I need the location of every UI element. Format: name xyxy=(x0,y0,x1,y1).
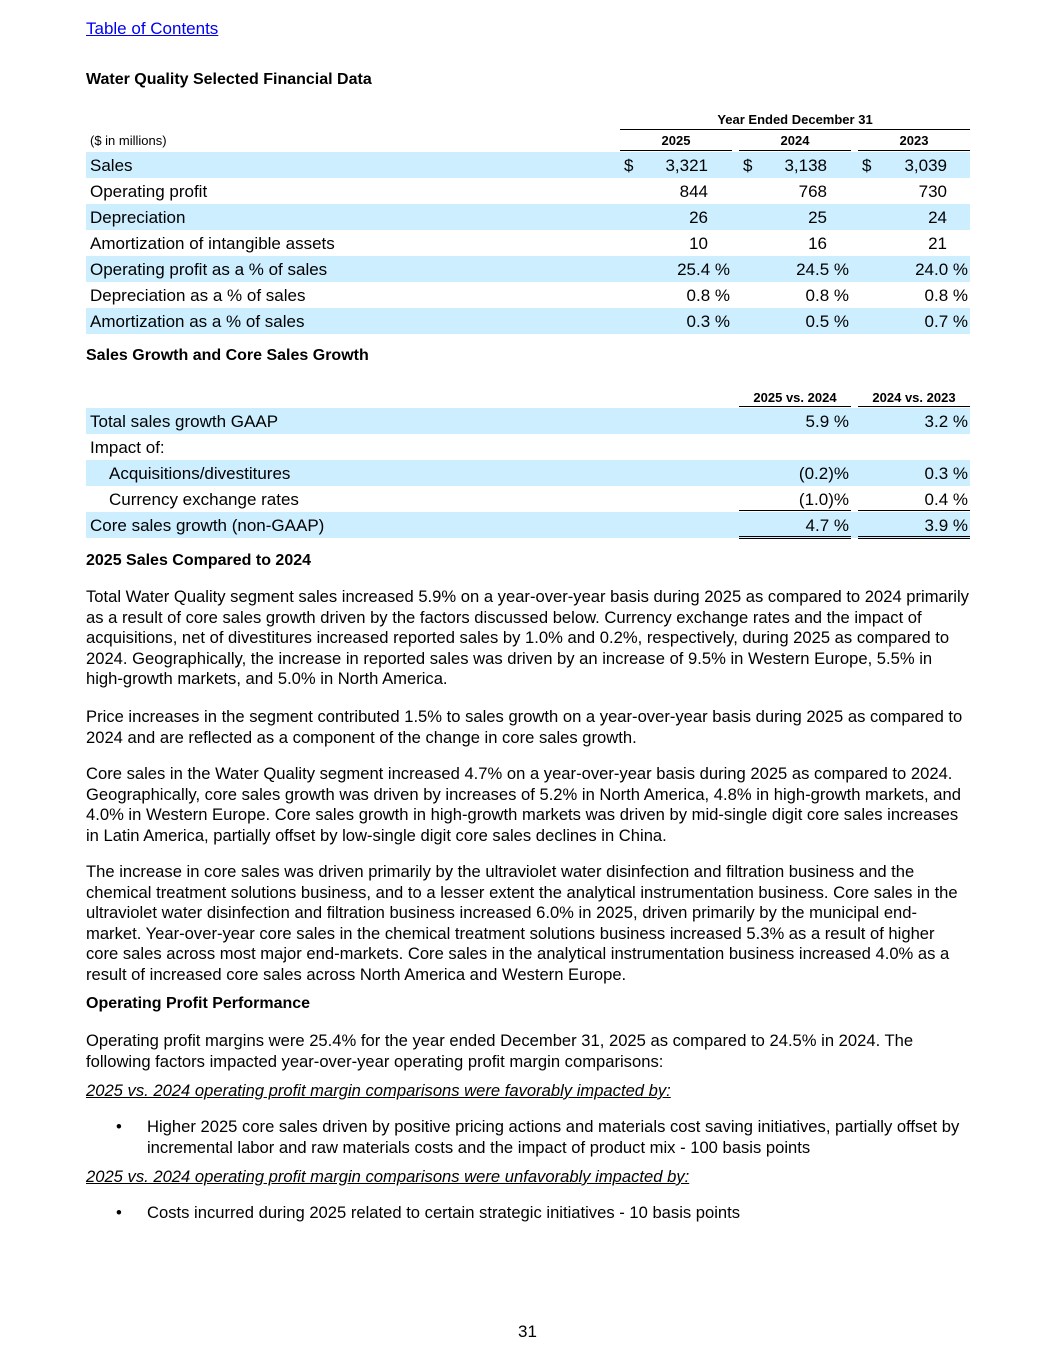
value-cell: 26 xyxy=(689,208,708,227)
value-cell: 3.9 % xyxy=(924,516,968,535)
value-cell: (1.0)% xyxy=(798,490,849,509)
value-cell: 0.5 % xyxy=(805,312,849,331)
col-header-2024: 2024 xyxy=(780,133,810,148)
value-cell: 768 xyxy=(798,182,827,201)
row-label: Depreciation xyxy=(90,208,186,227)
table-row xyxy=(86,178,970,204)
row-label: Impact of: xyxy=(90,438,165,457)
value-cell: 3,039 xyxy=(904,156,947,175)
subtotal-rule xyxy=(858,510,970,511)
table-row xyxy=(86,434,970,460)
table-row xyxy=(86,408,970,434)
col-rule xyxy=(858,150,970,151)
value-cell: 24.5 % xyxy=(796,260,849,279)
value-cell: 0.3 % xyxy=(686,312,730,331)
row-label: Amortization of intangible assets xyxy=(90,234,335,253)
value-cell: 0.8 % xyxy=(686,286,730,305)
table-row xyxy=(86,486,970,512)
col-header-2023: 2023 xyxy=(899,133,929,148)
currency-symbol: $ xyxy=(743,156,753,175)
table-row xyxy=(86,204,970,230)
value-cell: 3,138 xyxy=(784,156,827,175)
table-row xyxy=(86,256,970,282)
value-cell: 844 xyxy=(679,182,708,201)
row-label: Total sales growth GAAP xyxy=(90,412,279,431)
total-double-rule xyxy=(858,536,970,539)
value-cell: 4.7 % xyxy=(805,516,849,535)
value-cell: 21 xyxy=(928,234,947,253)
total-double-rule xyxy=(739,536,851,539)
value-cell: 0.3 % xyxy=(924,464,968,483)
currency-symbol: $ xyxy=(862,156,872,175)
col-rule xyxy=(620,150,732,151)
header-rule xyxy=(620,129,970,130)
paragraph: Core sales in the Water Quality segment increased 4.7% on a year-over-year basis during 2025 as compared to 2024. Geographically, core sales growth was driven by increases of 5.2% in North America, 4.8% in high-growth markets, and 4.0% in Western Europe. Core sales growth in high-growth markets was driven by mid-single digit core sales increases in Latin America, partially offset by low-single digit core sales declines in China. xyxy=(86,764,961,845)
section-title-financial-data: Water Quality Selected Financial Data xyxy=(86,71,372,88)
value-cell: 16 xyxy=(808,234,827,253)
currency-symbol: $ xyxy=(624,156,634,175)
table-row xyxy=(86,282,970,308)
row-label: Sales xyxy=(90,156,133,175)
value-cell: 0.7 % xyxy=(924,312,968,331)
value-cell: 24.0 % xyxy=(915,260,968,279)
value-cell: 10 xyxy=(689,234,708,253)
section-title-sales-compared: 2025 Sales Compared to 2024 xyxy=(86,552,312,569)
row-label: Depreciation as a % of sales xyxy=(90,286,306,305)
bullet-marker: • xyxy=(116,1117,122,1136)
value-cell: 3.2 % xyxy=(924,412,968,431)
table-row xyxy=(86,460,970,486)
value-cell: 25 xyxy=(808,208,827,227)
value-cell: 730 xyxy=(918,182,947,201)
value-cell: 25.4 % xyxy=(677,260,730,279)
col-rule xyxy=(739,406,851,407)
paragraph: Price increases in the segment contributed 1.5% to sales growth on a year-over-year basis during 2025 as compared to 2024 and are reflected as a component of the change in core sales growth. xyxy=(86,707,963,747)
section-title-operating-profit: Operating Profit Performance xyxy=(86,995,311,1012)
unfavorable-heading: 2025 vs. 2024 operating profit margin comparisons were unfavorably impacted by: xyxy=(86,1167,690,1186)
bullet-text: Higher 2025 core sales driven by positive pricing actions and materials cost saving initiatives, partially offset by incremental labor and raw materials costs and the impact of product mix - 100 basis points xyxy=(147,1117,960,1157)
table-of-contents-link[interactable]: Table of Contents xyxy=(86,19,219,38)
page-number: 31 xyxy=(518,1322,537,1341)
value-cell: 3,321 xyxy=(665,156,708,175)
col-header-2024-vs-2023: 2024 vs. 2023 xyxy=(872,390,956,405)
row-label: Operating profit xyxy=(90,182,208,201)
year-ended-header: Year Ended December 31 xyxy=(717,112,873,127)
paragraph: The increase in core sales was driven primarily by the ultraviolet water disinfection and filtration business and the chemical treatment solutions business, and to a lesser extent the analytical instrumentation business. Core sales in the ultraviolet water disinfection and filtration business increased 6.0% in 2025, driven primarily by the municipal end-market. Year-over-year core sales in the chemical treatment solutions business increased 5.3% as a result of higher core sales across most major end-markets. Core sales in the analytical instrumentation business increased 4.0% as a result of increased core sales across North America and Western Europe. xyxy=(86,862,958,984)
value-cell: 0.4 % xyxy=(924,490,968,509)
col-header-2025-vs-2024: 2025 vs. 2024 xyxy=(753,390,837,405)
bullet-marker: • xyxy=(116,1203,122,1222)
table-row xyxy=(86,308,970,334)
table-row xyxy=(86,230,970,256)
value-cell: 5.9 % xyxy=(805,412,849,431)
value-cell: (0.2)% xyxy=(798,464,849,483)
section-title-sales-growth: Sales Growth and Core Sales Growth xyxy=(86,347,369,364)
row-label: Operating profit as a % of sales xyxy=(90,260,328,279)
favorable-heading: 2025 vs. 2024 operating profit margin comparisons were favorably impacted by: xyxy=(86,1081,671,1100)
col-rule xyxy=(739,150,851,151)
value-cell: 0.8 % xyxy=(924,286,968,305)
col-rule xyxy=(858,406,970,407)
row-label: Amortization as a % of sales xyxy=(90,312,305,331)
paragraph: Operating profit margins were 25.4% for the year ended December 31, 2025 as compared to 24.5% in 2024. The following factors impacted year-over-year operating profit margin comparisons: xyxy=(86,1031,914,1071)
bullet-text: Costs incurred during 2025 related to certain strategic initiatives - 10 basis points xyxy=(147,1203,741,1222)
row-label: Acquisitions/divestitures xyxy=(109,464,291,483)
table-row xyxy=(86,512,970,538)
col-header-2025: 2025 xyxy=(661,133,691,148)
subtotal-rule xyxy=(739,510,851,511)
unit-label: ($ in millions) xyxy=(90,133,167,148)
row-label: Currency exchange rates xyxy=(109,490,299,509)
value-cell: 24 xyxy=(928,208,947,227)
paragraph: Total Water Quality segment sales increased 5.9% on a year-over-year basis during 2025 as compared to 2024 primarily as a result of core sales growth driven by the factors discussed below. Currency exchange rates and the impact of acquisitions, net of divestitures increased reported sales by 1.0% and 0.2%, respectively, during 2025 as compared to 2024. Geographically, the increase in reported sales was driven by an increase of 9.5% in Western Europe, 5.5% in high-growth markets, and 5.0% in North America. xyxy=(86,587,969,688)
value-cell: 0.8 % xyxy=(805,286,849,305)
table-row xyxy=(86,152,970,178)
row-label: Core sales growth (non-GAAP) xyxy=(90,516,325,535)
